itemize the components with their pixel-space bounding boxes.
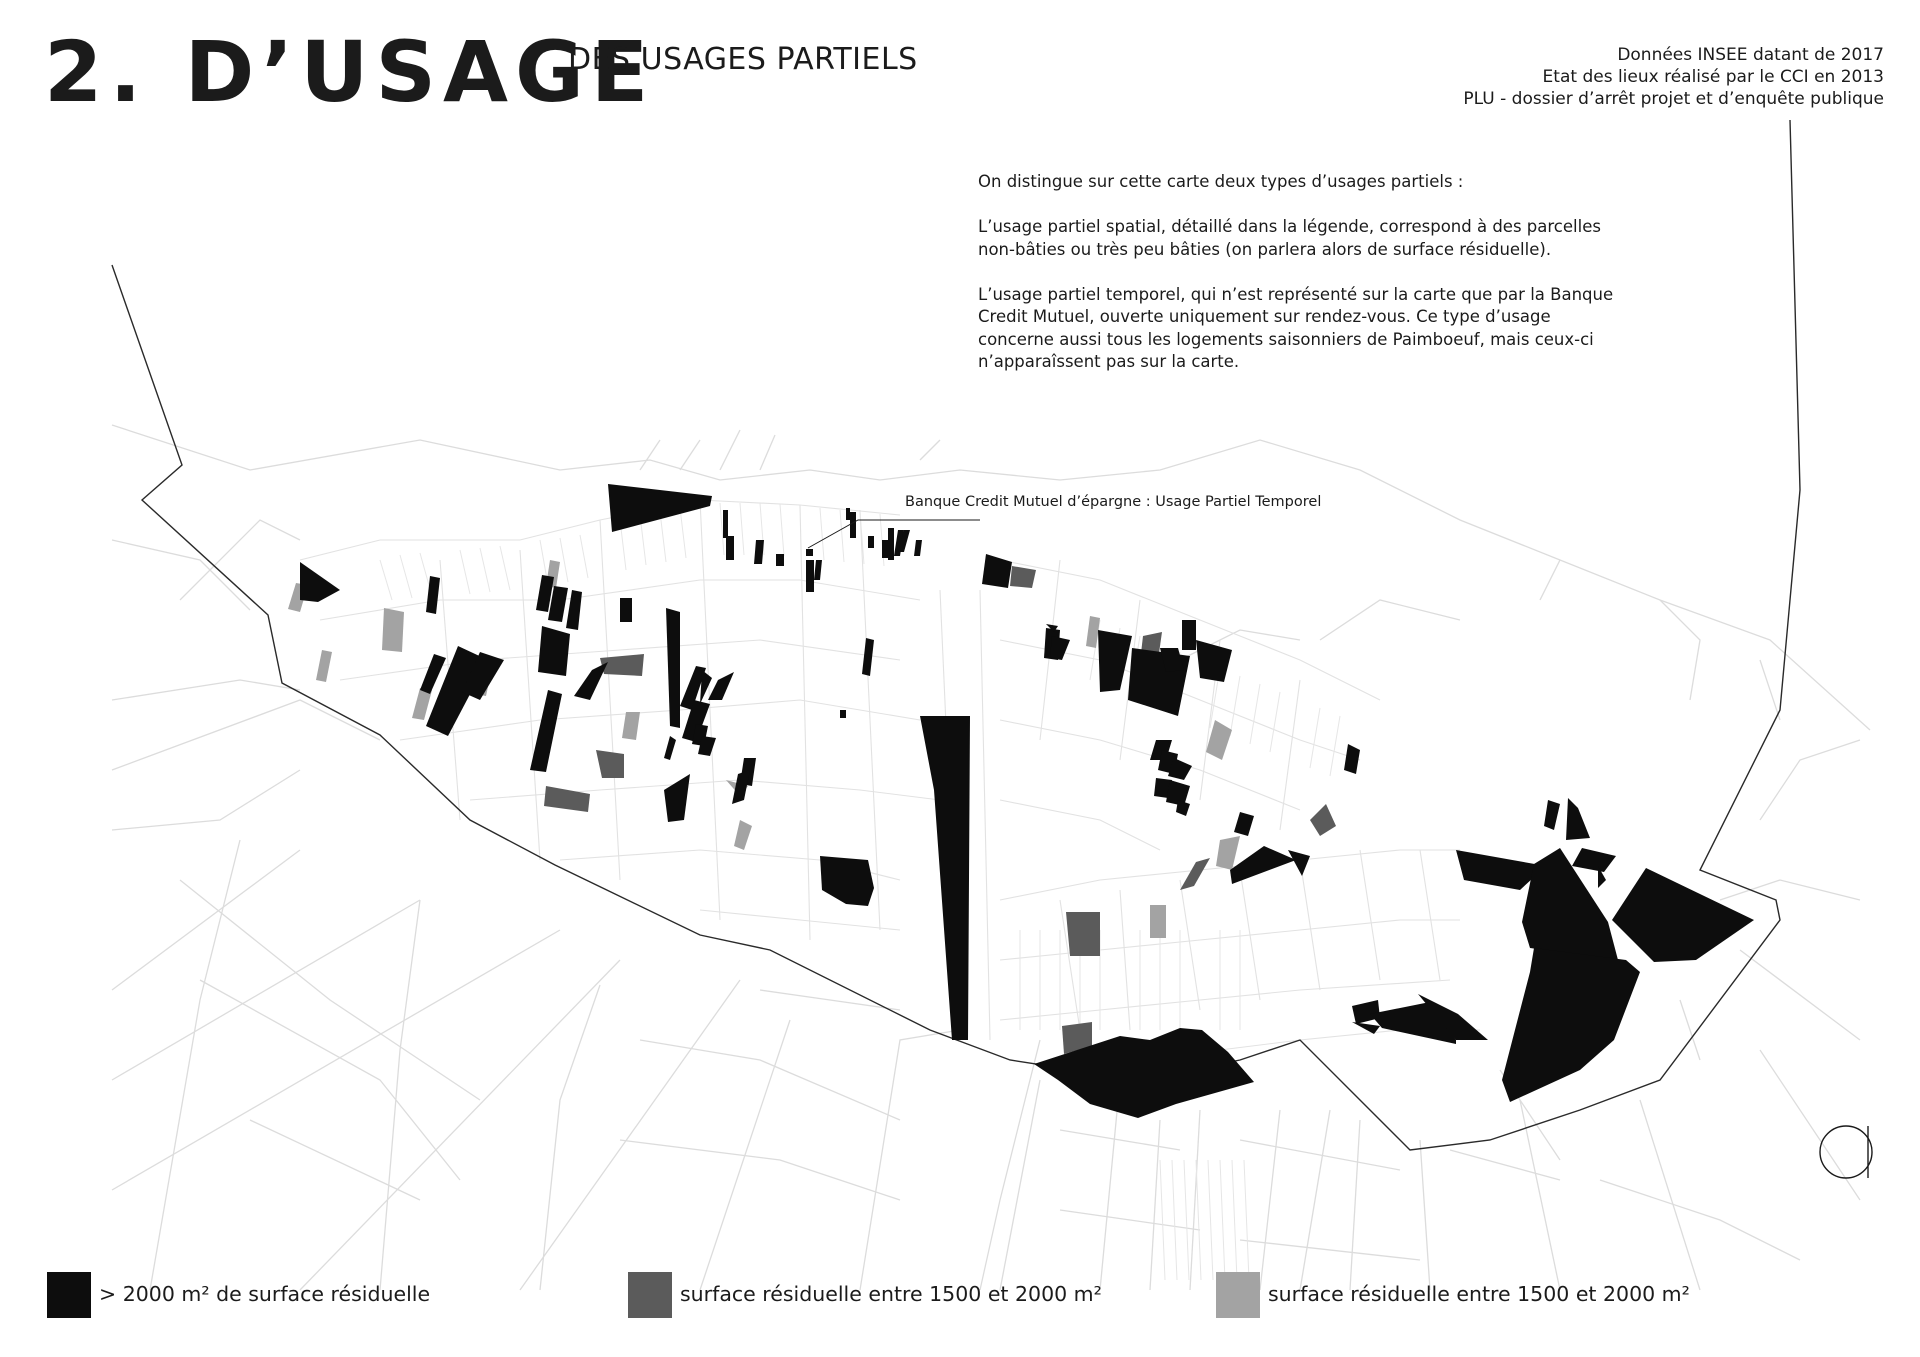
description-temporal: L’usage partiel temporel, qui n’est représenté sur la carte que par la Banque Credit Mutuel, ouverte uniquement sur rendez-vous. Ce type d’usage concerne aussi tous les logements saisonniers de Paimboeuf, mais ceux-ci n’apparaîssent pas sur la carte.	[978, 284, 1614, 371]
legend-swatch-dark-grey	[628, 1272, 672, 1318]
legend-swatch-light-grey	[1216, 1272, 1260, 1318]
description-spatial: L’usage partiel spatial, détaillé dans la légende, correspond à des parcelles non-bâties ou très peu bâties (on parlera alors de surface résiduelle).	[978, 217, 1601, 259]
map-description	[978, 171, 1618, 396]
legend-swatch-black	[47, 1272, 91, 1318]
bank-marker	[806, 549, 813, 556]
description-intro: On distingue sur cette carte deux types d’usages partiels :	[978, 172, 1464, 191]
page-subtitle: DES USAGES PARTIELS	[568, 42, 918, 77]
parcels-light-grey	[288, 560, 1240, 938]
data-sources	[1264, 44, 1884, 110]
legend-label: surface résiduelle entre 1500 et 2000 m²	[1268, 1282, 1690, 1306]
urban-fabric	[300, 500, 1480, 1050]
source-line: PLU - dossier d’arrêt projet et d’enquête publique	[1463, 89, 1884, 109]
page-title: 2. D’USAGE	[44, 23, 656, 121]
legend-label: > 2000 m² de surface résiduelle	[99, 1282, 431, 1306]
legend-label: surface résiduelle entre 1500 et 2000 m²	[680, 1282, 1102, 1306]
bank-callout-label: Banque Credit Mutuel d’épargne : Usage Partiel Temporel	[905, 494, 1322, 510]
source-line: Etat des lieux réalisé par le CCI en 2013	[1542, 67, 1884, 87]
source-line: Données INSEE datant de 2017	[1617, 45, 1884, 65]
